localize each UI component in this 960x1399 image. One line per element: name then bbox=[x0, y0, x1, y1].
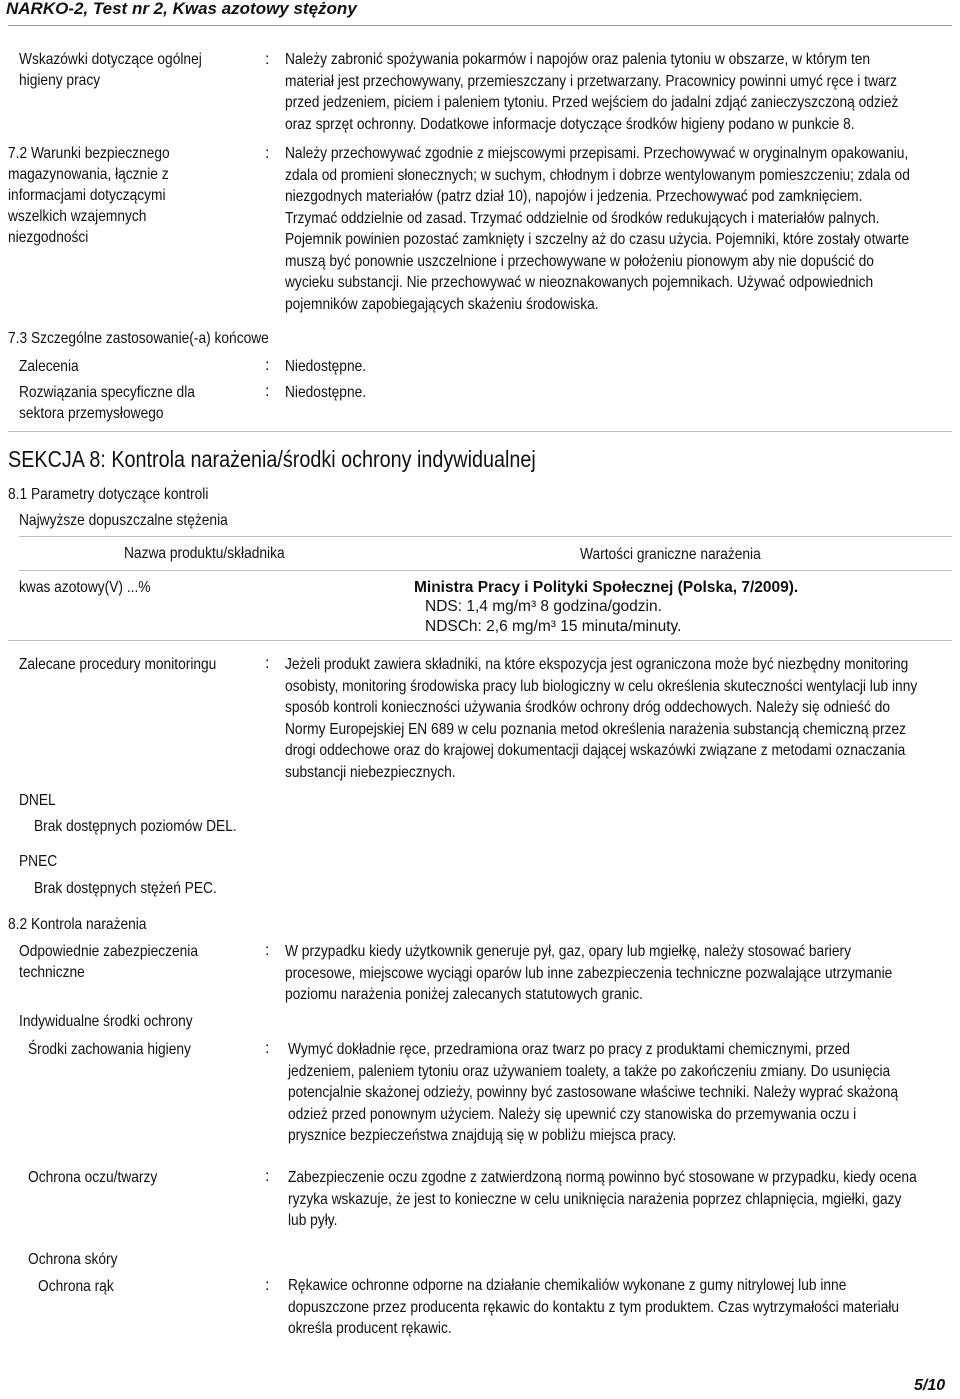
limits-source: Ministra Pracy i Polityki Społecznej (Polska, 7/2009). bbox=[414, 579, 799, 596]
label-line: techniczne bbox=[19, 964, 85, 981]
text-line: lub pyły. bbox=[288, 1212, 338, 1229]
text-line: Pojemnik powinien pozostać zamknięty i szczelny aż do czasu użycia. Pojemniki, które zostały otwarte bbox=[285, 231, 910, 248]
text-line: wycieku substancji. Nie przechowywać w nieoznakowanych pojemnikach. Używać odpowiednich bbox=[285, 274, 874, 291]
monitoring-text bbox=[285, 654, 917, 783]
text-line: drogi oddechowe oraz do krajowej dokumentacji dającej wskazówki związane z metodami oznaczania bbox=[285, 742, 906, 759]
text-line: Normy Europejskiej EN 689 w celu poznania metod określenia narażenia substancją chemiczną przez bbox=[285, 720, 907, 738]
recommendations-value: Niedostępne. bbox=[285, 358, 367, 375]
text-line: procesowe, miejscowe wyciągi oparów lub inne zabezpieczenia techniczne pozwalające utrzymanie bbox=[285, 964, 893, 982]
separator-colon: : bbox=[265, 1040, 270, 1057]
separator-colon: : bbox=[265, 357, 270, 374]
separator-colon: : bbox=[265, 383, 270, 400]
text-line: poziomu narażenia poniżej zalecanych statutowych granic. bbox=[285, 986, 643, 1003]
text-line: ryzyka wskazuje, że jest to konieczne w celu uniknięcia narażenia poprzez chlapnięcia, mgiełki, gazy bbox=[288, 1190, 902, 1208]
storage-label bbox=[8, 143, 170, 248]
section8-title: SEKCJA 8: Kontrola narażenia/środki ochrony indywidualnej bbox=[8, 446, 536, 472]
skin-label: Ochrona skóry bbox=[28, 1251, 118, 1268]
label-line: higieny pracy bbox=[19, 72, 101, 89]
text-line: określa producent rękawic. bbox=[288, 1320, 452, 1337]
label-line: magazynowania, łącznie z bbox=[8, 166, 169, 183]
text-line: muszą być ponownie uszczelnione i przechowywane w położeniu pionowym aby nie dopuścić do bbox=[285, 252, 874, 270]
label-line: informacjami dotyczącymi bbox=[8, 187, 166, 204]
label-line: niezgodności bbox=[8, 229, 89, 246]
hygiene-general-label bbox=[19, 49, 202, 91]
dnel-label: DNEL bbox=[19, 792, 56, 809]
separator-colon: : bbox=[265, 942, 270, 959]
text-line: sposób kontroli konieczności używania środków ochrony dróg oddechowych. Należy się odnieść do bbox=[285, 699, 891, 716]
storage-text bbox=[285, 143, 910, 315]
table-header-product: Nazwa produktu/składnika bbox=[124, 545, 285, 562]
table-header-border bbox=[19, 570, 952, 571]
label-line: sektora przemysłowego bbox=[19, 405, 164, 422]
separator-colon: : bbox=[265, 145, 270, 162]
params-heading: 8.1 Parametry dotyczące kontroli bbox=[8, 486, 209, 503]
dnel-value: Brak dostępnych poziomów DEL. bbox=[34, 818, 237, 835]
ppe-label: Indywidualne środki ochrony bbox=[19, 1013, 193, 1030]
text-line: osobisty, monitoring środowiska pracy lub biologiczny w celu określenia skuteczności wentylacji lub inny bbox=[285, 677, 918, 695]
specific-use-heading: 7.3 Szczególne zastosowanie(-a) końcowe bbox=[8, 330, 269, 347]
table-row-product: kwas azotowy(V) ...% bbox=[19, 579, 151, 596]
text-line: Rękawice ochronne odporne na działanie chemikaliów wykonane z gumy nitrylowej lub inne bbox=[288, 1277, 847, 1294]
text-line: Należy przechowywać zgodnie z miejscowymi przepisami. Przechowywać w oryginalnym opakowaniu, bbox=[285, 145, 909, 162]
recommendations-label: Zalecenia bbox=[19, 358, 79, 375]
text-line: odzież przed ponownym użyciem. Należy się upewnić czy stanowiska do przemywania oczu i bbox=[288, 1105, 857, 1123]
engineering-label bbox=[19, 941, 198, 983]
label-line: 7.2 Warunki bezpiecznego bbox=[8, 145, 170, 162]
text-line: materiał jest przechowywany, przemieszczany i przetwarzany. Pracownicy powinni umyć ręce i twarz bbox=[285, 72, 898, 90]
text-line: W przypadku kiedy użytkownik generuje pył, gaz, opary lub mgiełkę, należy stosować bariery bbox=[285, 943, 851, 960]
separator-colon: : bbox=[265, 1277, 270, 1294]
text-line: przed jedzeniem, piciem i paleniem tytoniu. Przed wejściem do jadalni zdjąć zanieczyszczoną odzież bbox=[285, 94, 899, 111]
text-line: Należy zabronić spożywania pokarmów i napojów oraz palenia tytoniu w obszarze, w którym ten bbox=[285, 51, 871, 68]
pnec-label: PNEC bbox=[19, 853, 58, 870]
limit-ndsch: NDSCh: 2,6 mg/m³ 15 minuta/minuty. bbox=[425, 618, 682, 635]
separator-colon: : bbox=[265, 51, 270, 68]
limit-nds: NDS: 1,4 mg/m³ 8 godzina/godzin. bbox=[425, 598, 662, 615]
header-divider bbox=[8, 25, 952, 26]
limits-heading: Najwyższe dopuszczalne stężenia bbox=[19, 512, 228, 529]
table-header-limits: Wartości graniczne narażenia bbox=[580, 546, 761, 563]
pnec-value: Brak dostępnych stężeń PEC. bbox=[34, 880, 217, 897]
text-line: Wymyć dokładnie ręce, przedramiona oraz twarz po pracy z produktami chemicznymi, przed bbox=[288, 1041, 850, 1058]
text-line: potencjalnie skażonej odzieży, powinny być zastosowane właściwe techniki. Należy wyprać skażoną bbox=[288, 1084, 899, 1101]
eye-label: Ochrona oczu/twarzy bbox=[28, 1169, 158, 1186]
separator-colon: : bbox=[265, 1168, 270, 1185]
industry-value: Niedostępne. bbox=[285, 384, 367, 401]
hand-text bbox=[288, 1275, 899, 1340]
text-line: niezgodnych materiałów (patrz dział 10), napojów i jedzenia. Przechowywać pod zamknięciem. bbox=[285, 188, 863, 205]
text-line: zdala od promieni słonecznych; w suchym, chłodnym i dobrze wentylowanym pomieszczeniu; zdala od bbox=[285, 166, 910, 184]
document-title: NARKO-2, Test nr 2, Kwas azotowy stężony bbox=[6, 0, 357, 18]
text-line: Jeżeli produkt zawiera składniki, na które ekspozycja jest ograniczona może być niezbędny monitoring bbox=[285, 656, 909, 673]
hygiene-general-text bbox=[285, 49, 898, 135]
table-top-border bbox=[19, 536, 952, 537]
text-line: prysznice bezpieczeństwa znajdują się w pobliżu miejsca pracy. bbox=[288, 1127, 677, 1144]
text-line: Zabezpieczenie oczu zgodne z zatwierdzoną normą powinno być stosowane w przypadku, kiedy ocena bbox=[288, 1169, 917, 1186]
page-number: 5/10 bbox=[914, 1377, 946, 1394]
section-divider bbox=[8, 431, 952, 432]
label-line: wszelkich wzajemnych bbox=[8, 208, 147, 225]
monitoring-label: Zalecane procedury monitoringu bbox=[19, 656, 217, 673]
exposure-heading: 8.2 Kontrola narażenia bbox=[8, 916, 147, 933]
separator-colon: : bbox=[265, 655, 270, 672]
label-line: Wskazówki dotyczące ogólnej bbox=[19, 51, 202, 68]
text-line: jedzeniem, paleniem tytoniu oraz używaniem toalety, a także po zakończeniu zmiany. Do usunięcia bbox=[288, 1062, 891, 1080]
engineering-text bbox=[285, 941, 892, 1006]
eye-text bbox=[288, 1167, 917, 1232]
industry-label bbox=[19, 382, 195, 424]
text-line: substancji niebezpiecznych. bbox=[285, 763, 456, 781]
table-row-limits bbox=[414, 578, 934, 637]
table-bottom-border bbox=[8, 640, 952, 641]
label-line: Rozwiązania specyficzne dla bbox=[19, 384, 195, 401]
hand-label: Ochrona rąk bbox=[38, 1278, 114, 1295]
text-line: pojemników zapobiegających skażeniu środowiska. bbox=[285, 295, 599, 313]
text-line: oraz sprzęt ochronny. Dodatkowe informacje dotyczące środków higieny podano w punkcie 8. bbox=[285, 115, 855, 133]
hygiene-text bbox=[288, 1039, 898, 1147]
label-line: Odpowiednie zabezpieczenia bbox=[19, 943, 199, 960]
text-line: Trzymać oddzielnie od zasad. Trzymać oddzielnie od środków redukujących i materiałów palnych. bbox=[285, 209, 880, 227]
text-line: dopuszczone przez producenta rękawic do kontaktu z tym produktem. Czas wytrzymałości materiału bbox=[288, 1298, 900, 1316]
hygiene-label: Środki zachowania higieny bbox=[28, 1041, 191, 1058]
